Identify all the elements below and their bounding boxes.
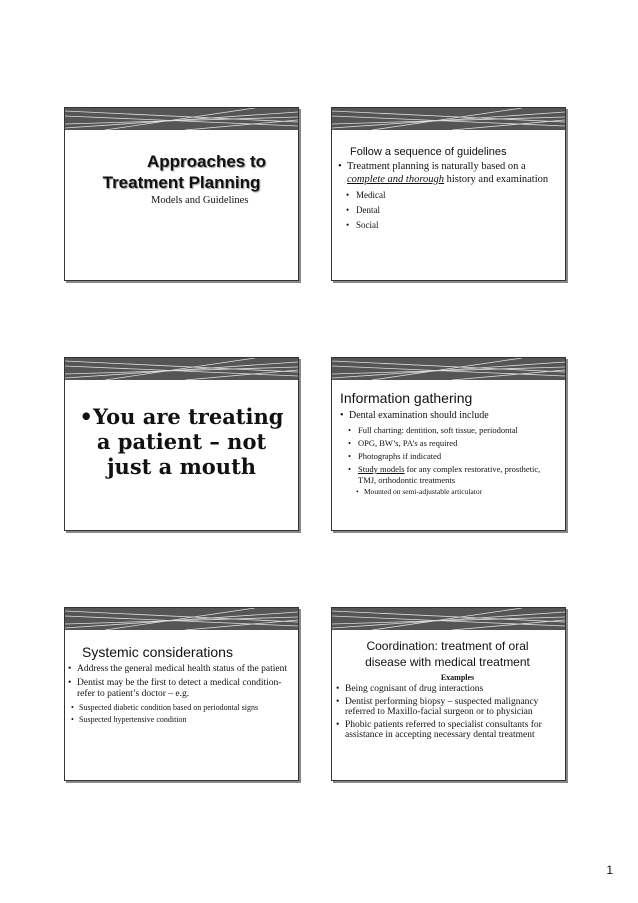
title-line-1: Coordination: treatment of oral [366, 639, 529, 653]
slide-subtitle: Models and Guidelines [151, 195, 249, 206]
slide-header-band [65, 108, 298, 130]
sub-bullet: • Study models for any complex restorative, prosthetic, TMJ, orthodontic treatments [348, 464, 559, 486]
sub-sub-bullet: • Mounted on semi-adjustable articulator [356, 487, 559, 496]
bullet: • Dental examination should include [340, 410, 559, 423]
slide-header-band [332, 108, 565, 130]
slide-5 [64, 607, 299, 781]
examples-label: Examples [440, 673, 475, 682]
slide-1 [64, 107, 299, 281]
bullet: • Phobic patients referred to specialist consultants for assistance in accepting necessary dental treatment [336, 720, 559, 741]
slide-6 [331, 607, 566, 781]
title-line-2: Treatment Planning [102, 173, 261, 192]
slide-title [336, 638, 559, 670]
bullet: • Being cognisant of drug interactions [336, 684, 559, 695]
statement-line-2: a patient – not [96, 429, 267, 454]
slide-2 [331, 107, 566, 281]
slide-4 [331, 357, 566, 531]
bullet: • Treatment planning is naturally based on a complete and thorough history and examination [338, 161, 557, 186]
sub-bullet: • OPG, BW’s, PA’s as required [348, 438, 559, 449]
title-line-2: disease with medical treatment [365, 655, 530, 669]
title-line-1: Approaches to [146, 152, 267, 171]
slide-header-band [65, 608, 298, 630]
slide-header-band [332, 358, 565, 380]
sub-bullet: • Social [346, 220, 557, 231]
slide-header-band [65, 358, 298, 380]
slide-title [65, 151, 298, 193]
slide-title: Systemic considerations [82, 644, 233, 660]
slide-title: Information gathering [340, 390, 473, 406]
sub-bullet: • Suspected diabetic condition based on periodontal signs [71, 703, 292, 713]
page-number: 1 [606, 863, 613, 877]
slide-header-band [332, 608, 565, 630]
bullet: • Dentist may be the first to detect a medical condition-refer to patient’s doctor – e.g. [68, 678, 292, 701]
bullet: • Dentist performing biopsy – suspected malignancy referred to Maxillo-facial surgeon or to physician [336, 697, 559, 718]
slide-statement [65, 404, 298, 479]
sub-bullet: • Medical [346, 190, 557, 201]
statement-line-3: just a mouth [106, 454, 257, 479]
bullet: • Address the general medical health status of the patient [68, 664, 292, 676]
slide-3 [64, 357, 299, 531]
sub-bullet: • Photographs if indicated [348, 451, 559, 462]
statement-line-1: •You are treating [79, 404, 284, 429]
slide-title: Follow a sequence of guidelines [350, 146, 507, 158]
sub-bullet: • Suspected hypertensive condition [71, 715, 292, 725]
sub-bullet: • Full charting: dentition, soft tissue, periodontal [348, 425, 559, 436]
sub-bullet: • Dental [346, 205, 557, 216]
